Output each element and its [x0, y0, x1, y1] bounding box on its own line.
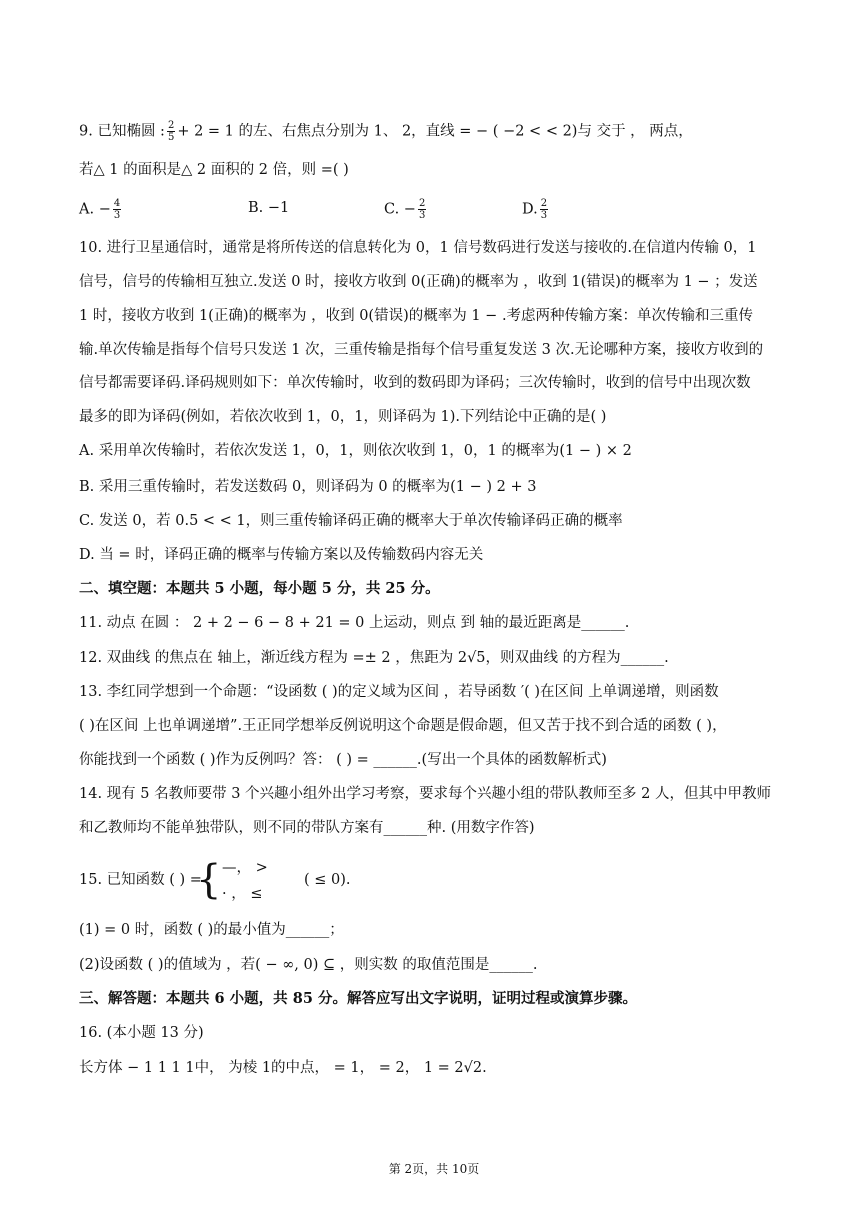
- q9-text-b: + 2 = 1 的左、右焦点分别为 1、 2，直线 = − ( −2 < < 2)与 交于 ， 两点，: [177, 123, 693, 140]
- q10-option-a: A. 采用单次传输时，若依次发送 1，0，1，则依次收到 1，0，1 的概率为(1 − ) × 2: [79, 443, 632, 459]
- q10-line-4: 输.单次传输是指每个信号只发送 1 次，三重传输是指每个信号重复发送 3 次.无论哪种方案，接收方收到的: [79, 342, 764, 358]
- q9-option-a-num: 4: [113, 198, 121, 209]
- q15-part-2: (2)设函数 ( )的值域为 ，若( − ∞, 0) ⊆ ，则实数 的取值范围是______.: [79, 957, 538, 973]
- q9-option-c-den: 3: [418, 210, 426, 221]
- q10-line-2: 信号，信号的传输相互独立.发送 0 时，接收方收到 0(正确)的概率为 ，收到 1(错误)的概率为 1 − ；发送: [79, 274, 758, 290]
- q9-line-1: [79, 120, 808, 143]
- q11-text: 11. 动点 在圆 ： 2 + 2 − 6 − 8 + 21 = 0 上运动，则点 到 轴的最近距离是______.: [79, 615, 630, 631]
- q9-line-2: 若△ 1 的面积是△ 2 面积的 2 倍，则 =( ): [79, 162, 349, 178]
- q9-option-c: [384, 198, 428, 221]
- q9-frac-num: 2: [167, 120, 175, 131]
- q15-piece-2: · ， ≤: [222, 886, 263, 902]
- q9-option-a: [79, 198, 123, 221]
- page-footer: 第 2页，共 10页: [388, 1162, 480, 1176]
- q10-line-6: 最多的即为译码(例如，若依次收到 1，0，1，则译码为 1).下列结论中正确的是( ): [79, 409, 607, 425]
- q9-option-d-prefix: D.: [522, 201, 538, 218]
- q10-option-b: B. 采用三重传输时，若发送数码 0，则译码为 0 的概率为(1 − ) 2 + 3: [79, 479, 537, 495]
- q10-line-5: 信号都需要译码.译码规则如下：单次传输时，收到的数码即为译码；三次传输时，收到的信号中出现次数: [79, 375, 751, 391]
- q15-part-1: (1) = 0 时，函数 ( )的最小值为______；: [79, 922, 344, 938]
- q9-option-a-prefix: A. −: [79, 201, 111, 218]
- q13-line-3: 你能找到一个函数 ( )作为反例吗？答： ( ) = ______.(写出一个具体的函数解析式): [79, 752, 607, 768]
- q9-option-d-den: 3: [540, 210, 548, 221]
- q13-line-2: ( )在区间 上也单调递增”.王正同学想举反例说明这个命题是假命题，但又苦于找不到合适的函数 ( )，: [79, 718, 727, 734]
- q14-line-2: 和乙教师均不能单独带队，则不同的带队方案有______种. (用数字作答): [79, 820, 535, 836]
- q9-option-c-num: 2: [418, 198, 426, 209]
- q13-line-1: 13. 李红同学想到一个命题：“设函数 ( )的定义域为区间 ，若导函数 ′( )在区间 上单调递增，则函数: [79, 684, 719, 700]
- q9-option-d: [522, 198, 550, 221]
- q9-frac-den: 5: [167, 132, 175, 143]
- q12-text: 12. 双曲线 的焦点在 轴上，渐近线方程为 =± 2 ，焦距为 2√5，则双曲线 的方程为______.: [79, 650, 669, 666]
- q16-body: 长方体 − 1 1 1 1中， 为棱 1的中点， = 1， = 2， 1 = 2√2.: [79, 1060, 487, 1076]
- section-answer-heading: 三、解答题：本题共 6 小题，共 85 分。解答应写出文字说明，证明过程或演算步骤。: [79, 990, 637, 1007]
- q15-lead: 15. 已知函数 ( ) =: [79, 872, 202, 888]
- q9-option-d-frac: [540, 198, 548, 221]
- q9-option-d-num: 2: [540, 198, 548, 209]
- q9-option-c-frac: [418, 198, 426, 221]
- q9-option-a-frac: [113, 198, 121, 221]
- q15-condition: ( ≤ 0).: [304, 872, 351, 888]
- q10-line-1: 10. 进行卫星通信时，通常是将所传送的信息转化为 0，1 信号数码进行发送与接收的.在信道内传输 0，1: [79, 240, 757, 256]
- q10-option-d: D. 当 = 时，译码正确的概率与传输方案以及传输数码内容无关: [79, 547, 484, 563]
- q14-line-1: 14. 现有 5 名教师要带 3 个兴趣小组外出学习考察，要求每个兴趣小组的带队教师至多 2 人，但其中甲教师: [79, 786, 771, 802]
- section-fill-in-heading: 二、填空题：本题共 5 小题，每小题 5 分，共 25 分。: [79, 580, 440, 597]
- q9-option-b: B. −1: [248, 200, 290, 216]
- q9-option-c-prefix: C. −: [384, 201, 416, 218]
- q15-piece-1: —， >: [222, 860, 268, 876]
- q15-brace: {: [196, 857, 222, 903]
- q16-heading: 16. (本小题 13 分): [79, 1025, 204, 1041]
- q9-option-a-den: 3: [113, 210, 121, 221]
- q9-fraction: [167, 120, 175, 143]
- q10-line-3: 1 时，接收方收到 1(正确)的概率为 ，收到 0(错误)的概率为 1 − .考虑两种传输方案：单次传输和三重传: [79, 308, 754, 324]
- q9-text-a: 9. 已知椭圆 :: [79, 123, 165, 140]
- q10-option-c: C. 发送 0，若 0.5 < < 1，则三重传输译码正确的概率大于单次传输译码正确的概率: [79, 513, 623, 529]
